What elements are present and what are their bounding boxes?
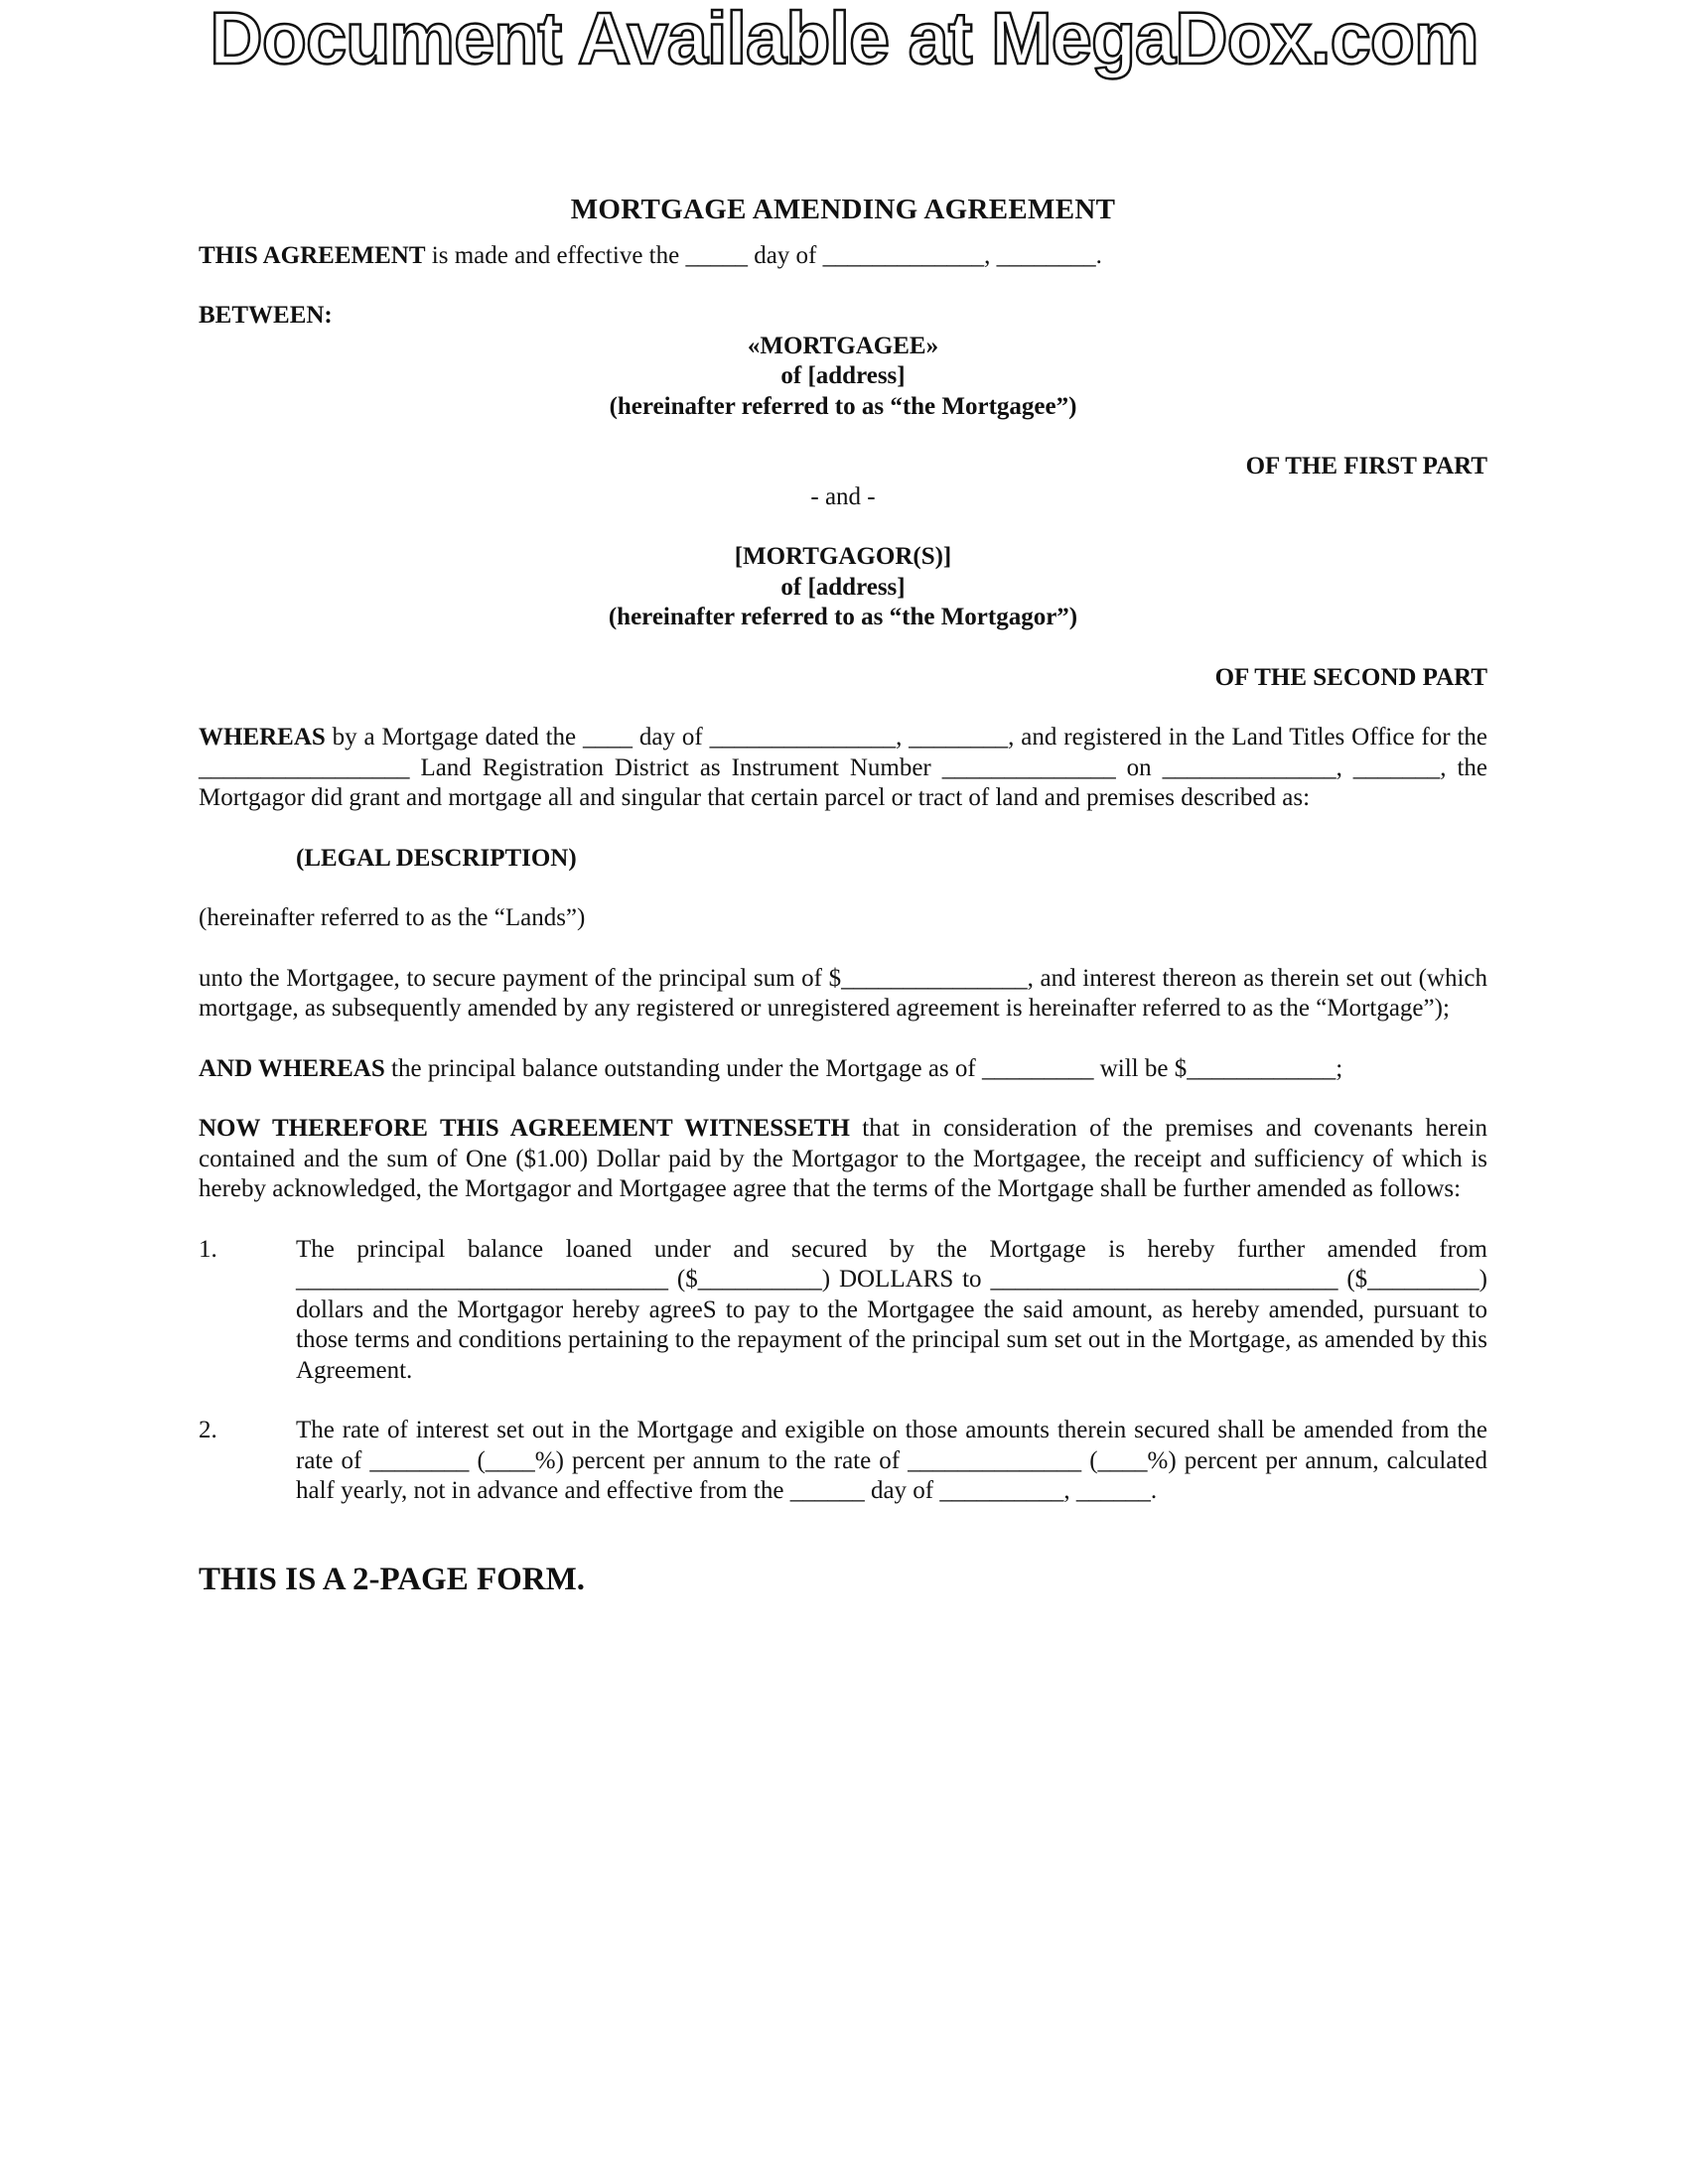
party1-block	[199, 332, 1487, 423]
party1-referred: (hereinafter referred to as “the Mortgagee”)	[609, 392, 1077, 420]
whereas-text: by a Mortgage dated the ____ day of _______________, ________, and registered in the Land Titles Office for the _________________ Land Registration District as Instrument Number ______________ on ______________, _______, the Mortgagor did grant and mortgage all and singular that certain parcel or tract of land and premises described as:	[199, 724, 1487, 811]
lands-note: (hereinafter referred to as the “Lands”)	[199, 904, 586, 931]
between-label: BETWEEN:	[199, 302, 333, 329]
party1-address: of [address]	[780, 362, 906, 389]
document-page	[199, 194, 1487, 1597]
clause-text: The rate of interest set out in the Mortgage and exigible on those amounts therein secured shall be amended from the rate of ________ (____%) percent per annum to the rate of ______________ (____%) percent per annum, calculated half yearly, not in advance and effective from the ______ day of __________, ______.	[296, 1417, 1487, 1504]
party2-referred: (hereinafter referred to as “the Mortgagor”)	[608, 604, 1078, 630]
now-therefore-paragraph	[199, 1114, 1487, 1205]
principal-paragraph: unto the Mortgagee, to secure payment of the principal sum of $_______________, and interest thereon as therein set out (which mortgage, as subsequently amended by any registered or unregistered agreement is hereinafter referred to as the “Mortgage”);	[199, 964, 1487, 1022]
document-title: MORTGAGE AMENDING AGREEMENT	[570, 194, 1116, 225]
party2-name: [MORTGAGOR(S)]	[734, 543, 952, 570]
clause-item	[199, 1235, 1487, 1387]
clause-item	[199, 1416, 1487, 1507]
party2-block	[199, 542, 1487, 633]
intro-paragraph	[199, 241, 1487, 272]
watermark-banner: Document Available at MegaDox.com	[210, 0, 1478, 79]
page-count-note: THIS IS A 2-PAGE FORM.	[199, 1561, 586, 1597]
now-therefore-text: that in consideration of the premises and covenants herein contained and the sum of One ($1.00) Dollar paid by the Mortgagor to the Mortgagee, the receipt and sufficiency of which is hereby acknowledged, the Mortgagor and Mortgagee agree that the terms of the Mortgage shall be further amended as follows:	[199, 1115, 1487, 1202]
and-whereas-paragraph	[199, 1054, 1487, 1085]
whereas-paragraph	[199, 723, 1487, 814]
and-whereas-text: the principal balance outstanding under the Mortgage as of _________ will be $____________;	[384, 1054, 1343, 1082]
and-whereas-lead: AND WHEREAS	[199, 1054, 385, 1082]
intro-text: is made and effective the _____ day of _____________, ________.	[425, 241, 1102, 269]
and-separator: - and -	[810, 482, 876, 510]
party2-part: OF THE SECOND PART	[1214, 663, 1487, 691]
clause-text: The principal balance loaned under and secured by the Mortgage is hereby further amended from ______________________________ ($__________) DOLLARS to ____________________________ ($_________) dollars and the Mortgagor hereby agreeS to pay to the Mortgagee the said amount, as hereby amended, pursuant to those terms and conditions pertaining to the repayment of the principal sum set out in the Mortgage, as amended by this Agreement.	[296, 1235, 1487, 1384]
party2-address: of [address]	[780, 573, 906, 601]
party1-name: «MORTGAGEE»	[747, 332, 939, 359]
intro-lead: THIS AGREEMENT	[199, 241, 426, 269]
legal-description: (LEGAL DESCRIPTION)	[296, 844, 577, 872]
clause-number: 2.	[199, 1417, 217, 1443]
now-therefore-lead: NOW THEREFORE THIS AGREEMENT WITNESSETH	[199, 1115, 850, 1142]
party1-part: OF THE FIRST PART	[1245, 453, 1487, 479]
whereas-lead: WHEREAS	[199, 724, 326, 751]
clause-number: 1.	[199, 1235, 217, 1263]
